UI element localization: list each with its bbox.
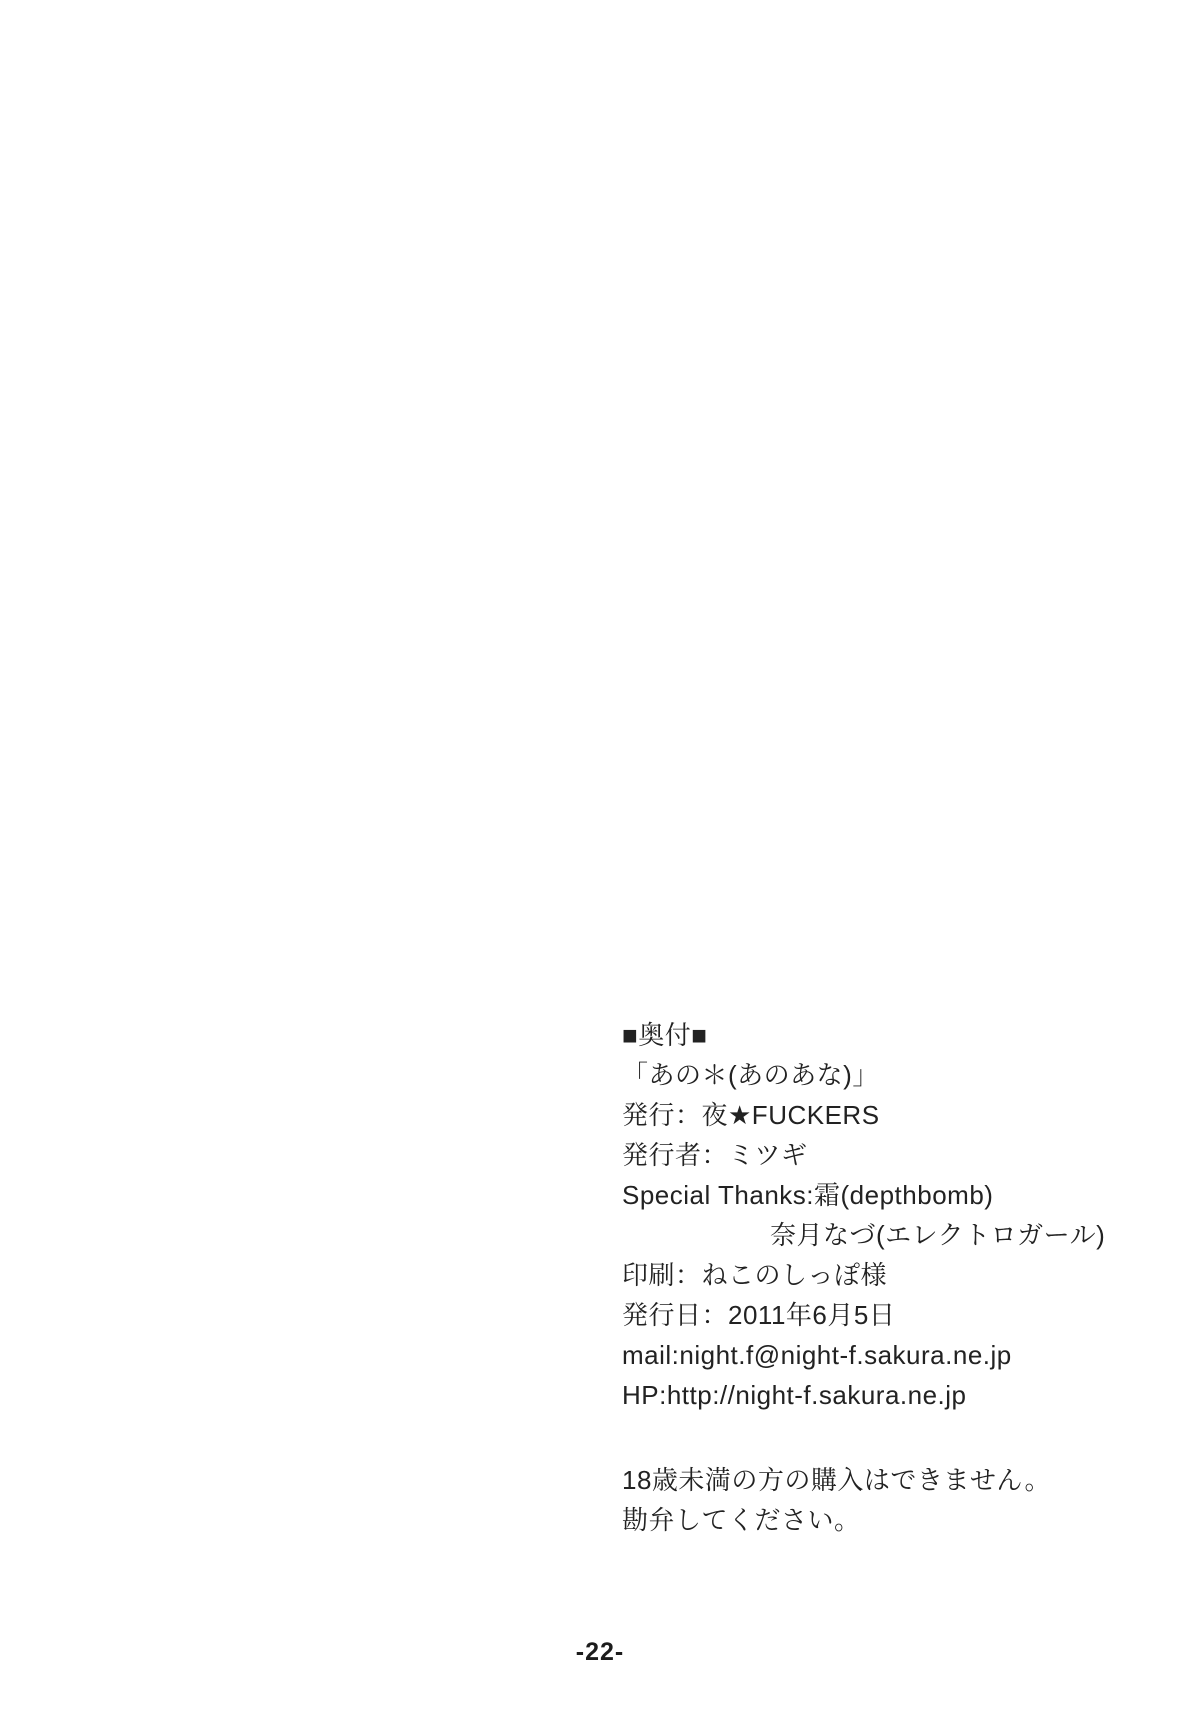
homepage-line: HP:http://night-f.sakura.ne.jp	[622, 1380, 967, 1410]
page-number: -22-	[575, 1638, 625, 1666]
age-notice-line-2: 勘弁してください。	[622, 1505, 861, 1535]
age-notice-line-1: 18歳未満の方の購入はできません。	[622, 1465, 1051, 1495]
book-title-line: 「あの＊(あのあな)」	[622, 1060, 879, 1090]
printer-line: 印刷：ねこのしっぽ様	[622, 1260, 888, 1290]
publish-date-line: 発行日：2011年6月5日	[622, 1300, 896, 1330]
mail-line: mail:night.f@night-f.sakura.ne.jp	[622, 1340, 1012, 1370]
colophon-block	[622, 1015, 1105, 1540]
special-thanks-line: Special Thanks:霜(depthbomb)	[622, 1180, 994, 1210]
author-line: 発行者：ミツギ	[622, 1140, 808, 1170]
publisher-line: 発行：夜★FUCKERS	[622, 1100, 880, 1130]
colophon-header: ■奥付■	[622, 1020, 708, 1050]
age-notice-block	[622, 1460, 1105, 1540]
special-thanks-continuation-line: 奈月なづ(エレクトロガール)	[770, 1220, 1106, 1250]
